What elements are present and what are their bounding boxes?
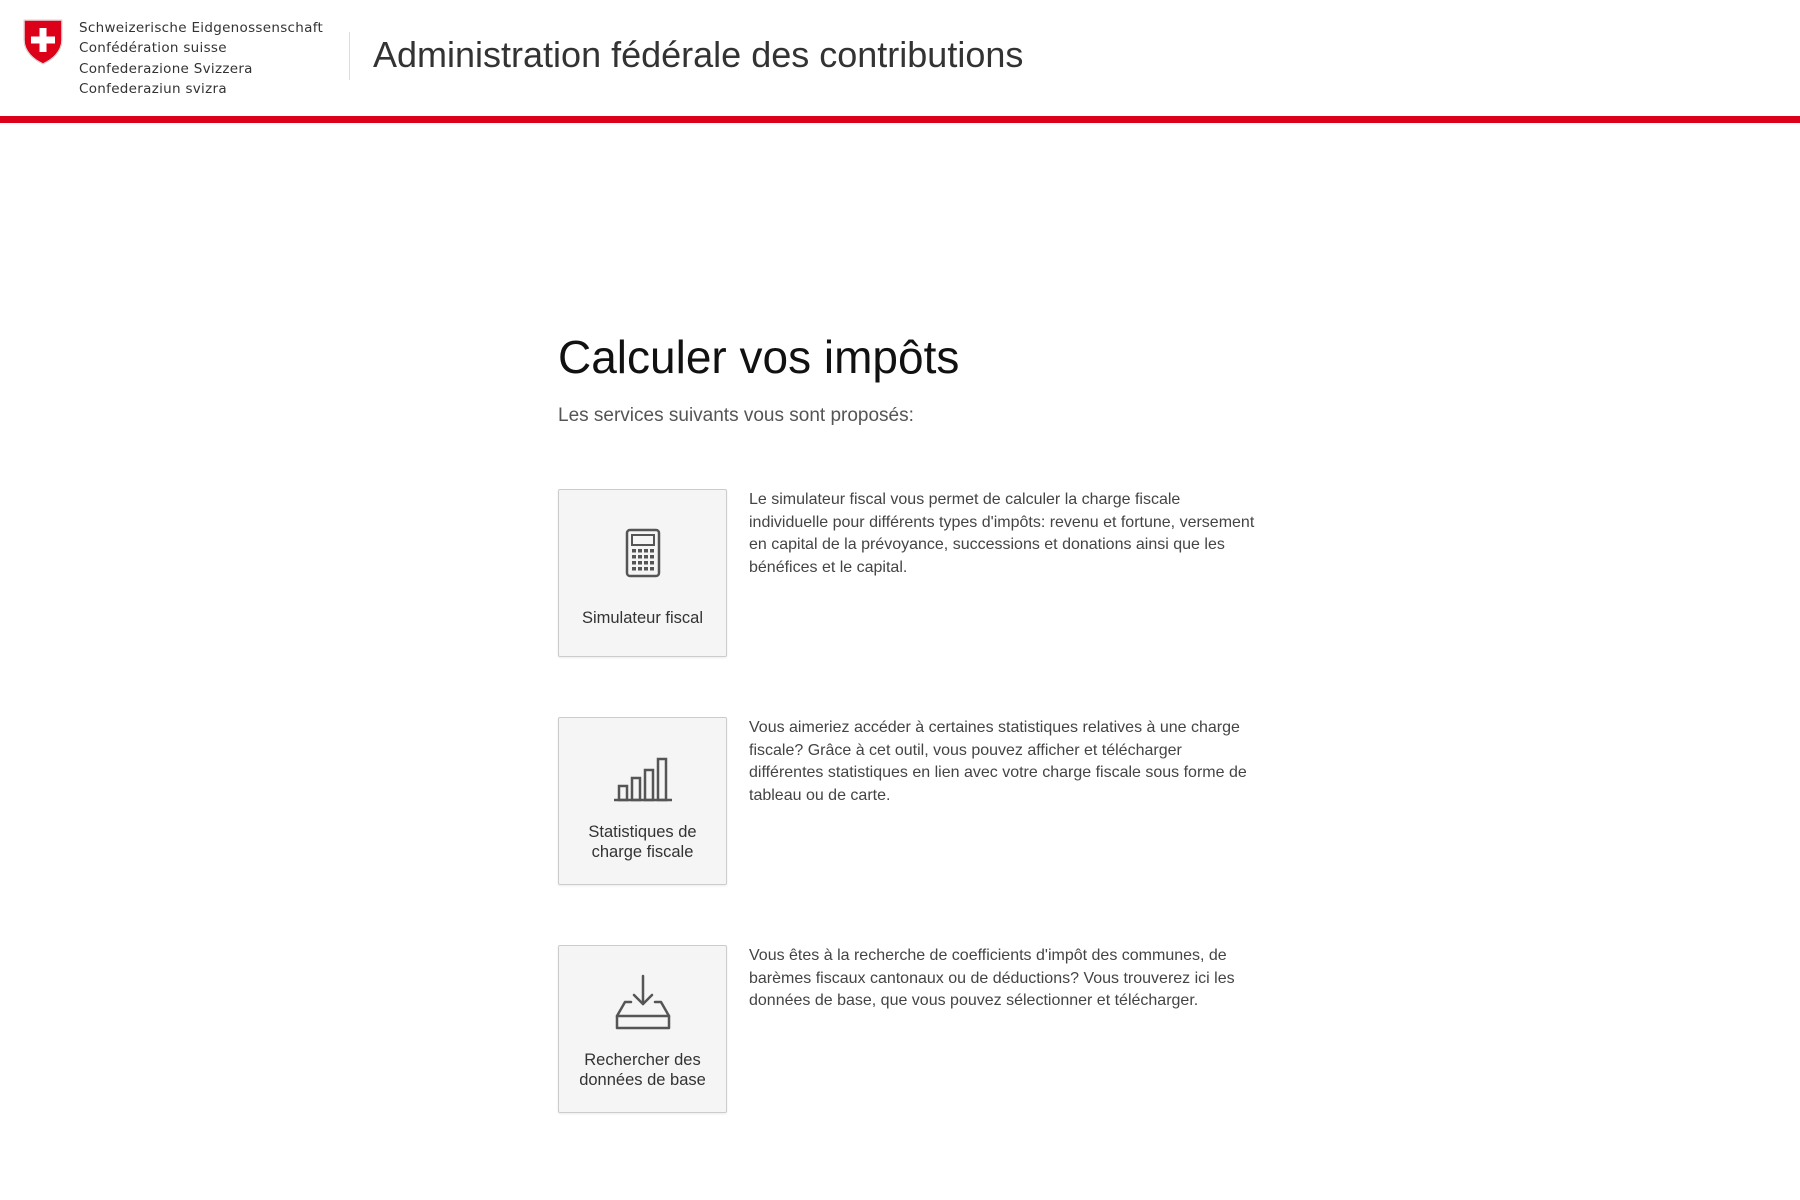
- service-simulateur-fiscal: [558, 489, 1258, 659]
- header-divider: [349, 32, 350, 80]
- main-content: [558, 325, 1258, 428]
- simulateur-fiscal-button[interactable]: [558, 489, 727, 657]
- bar-chart-icon: [559, 754, 726, 804]
- confederation-name-it: Confederazione Svizzera: [79, 60, 253, 77]
- statistiques-charge-fiscale-button[interactable]: [558, 717, 727, 885]
- statistiques-charge-fiscale-label: Statistiques de charge fiscale: [588, 823, 697, 861]
- calculator-icon: [559, 528, 726, 578]
- service-statistiques-charge-fiscale: [558, 717, 1258, 887]
- service-rechercher-donnees-base: [558, 945, 1258, 1115]
- header-accent-bar: [0, 116, 1800, 123]
- rechercher-donnees-base-description: Vous êtes à la recherche de coefficients d'impôt des communes, de barèmes fiscaux cantonaux ou de déductions? Vous trouverez ici les données de base, que vous pouvez sélectionner et télécharger.: [749, 947, 1235, 1010]
- rechercher-donnees-base-button[interactable]: [558, 945, 727, 1113]
- page-title: Calculer vos impôts: [558, 331, 960, 383]
- header-title[interactable]: Administration fédérale des contributions: [373, 34, 1024, 75]
- site-header: [0, 0, 1800, 117]
- confederation-name-de: Schweizerische Eidgenossenschaft: [79, 20, 324, 36]
- page-subtitle: Les services suivants vous sont proposés:: [558, 405, 914, 426]
- rechercher-donnees-base-label: Rechercher des données de base: [579, 1051, 706, 1089]
- confederation-names: [79, 18, 323, 99]
- confederation-name-rm: Confederaziun svizra: [79, 80, 227, 97]
- simulateur-fiscal-label: Simulateur fiscal: [581, 609, 704, 627]
- simulateur-fiscal-description: Le simulateur fiscal vous permet de calculer la charge fiscale individuelle pour différents types d'impôts: revenu et fortune, versement en capital de la prévoyance, successions et donations ainsi que les bénéfices et le capital.: [749, 491, 1255, 576]
- statistiques-charge-fiscale-description: Vous aimeriez accéder à certaines statistiques relatives à une charge fiscale? Grâce à cet outil, vous pouvez afficher et télécharger différentes statistiques en lien avec votre charge fiscale sous forme de tableau ou de carte.: [749, 719, 1247, 804]
- swiss-coat-of-arms-icon[interactable]: [22, 18, 64, 66]
- download-tray-icon: [559, 974, 726, 1032]
- confederation-name-fr: Confédération suisse: [79, 40, 227, 57]
